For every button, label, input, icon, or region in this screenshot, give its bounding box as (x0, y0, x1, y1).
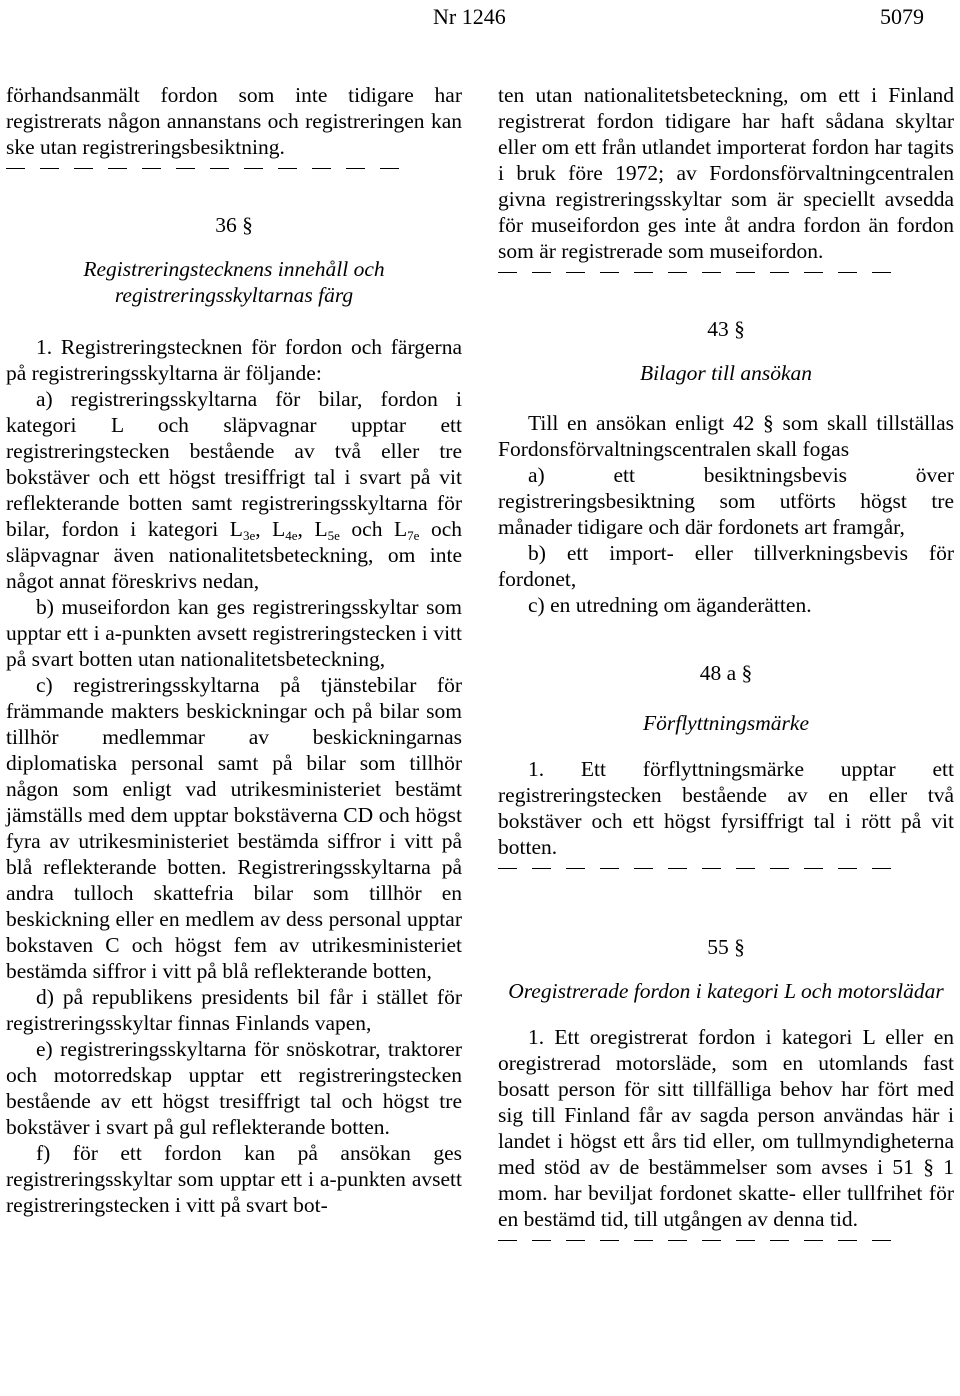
section-separator (498, 862, 954, 874)
section-55-number: 55 § (707, 935, 745, 959)
section-48a-paragraph-1: 1. Ett förflyttningsmärke upptar ett registreringstecken bestående av en eller två bokstäver och ett högst fyrsiffrigt tal i rött på vit botten. (498, 757, 954, 859)
item-f: f) för ett fordon kan på ansökan ges registreringsskyltar som upptar ett i a-punkten avsett registreringstecken i vitt på svart bot- (6, 1141, 462, 1217)
left-column (6, 82, 462, 1218)
section-43-item-b: b) ett import- eller tillverkningsbevis för fordonet, (498, 541, 954, 591)
item-b: b) museifordon kan ges registreringsskyltar som upptar ett i a-punkten avsett registreringstecken i vitt på svart botten utan nationalitetsbeteckning, (6, 595, 462, 671)
section-36-paragraph-1: 1. Registreringstecknen för fordon och färgerna på registreringsskyltarna är följande: (6, 335, 462, 385)
item-d: d) på republikens presidents bil får i stället för registreringsskyltar finnas Finlands vapen, (6, 985, 462, 1035)
section-48a-title: Förflyttningsmärke (642, 711, 809, 735)
section-43-title: Bilagor till ansökan (640, 361, 812, 385)
section-55-paragraph-1: 1. Ett oregistrerat fordon i kategori L eller en oregistrerad motorsläde, som en utomlands fast bosatt person för sitt tillfälliga behov har fört med sig till Finland får av sagda person användas här i landet i högst ett års tid eller, om tullmyndigheterna med stöd av de bestämmelser som avses i 51 § 1 mom. har beviljat fordonet skatte- eller tullfrihet för en bestämd tid, till utgången av denna tid. (498, 1025, 954, 1231)
section-55-title: Oregistrerade fordon i kategori L och motorslädar (508, 979, 944, 1003)
page-header (0, 0, 960, 30)
item-e: e) registreringsskyltarna för snöskotrar, traktorer och motorredskap upptar ett registreringstecken bestående av ett högst tresiffrigt tal och högst tre bokstäver i svart på gul reflekterande botten. (6, 1037, 462, 1139)
section-36-number: 36 § (215, 213, 253, 237)
item-c: c) registreringsskyltarna på tjänstebilar för främmande makters beskickningar och på bilar som tillhör medlemmar av beskickningarnas diplomatiska personal samt på bilar som tillhör någon som enligt vad utrikesministeriet bestämt jämställs med dem upptar bokstäverna CD och högst fyra av utrikesministeriet bestämda siffror i vitt på blå reflekterande botten. Registreringsskyltarna på andra tulloch skattefria bilar som tillhör en beskickning eller en medlem av dess personal upptar bokstaven C och högst fem av utrikesministeriet bestämda siffror i vitt på blå reflekterande botten, (6, 673, 462, 983)
section-36-title: Registreringstecknens innehåll och registreringsskyltarnas färg (83, 257, 385, 307)
section-43-item-a: a) ett besiktningsbevis över registreringsbesiktning som utförts högst tre månader tidigare och där fordonets art framgår, (498, 463, 954, 539)
section-separator (6, 162, 462, 174)
statute-number: Nr 1246 (433, 4, 506, 29)
section-48a-number: 48 a § (699, 661, 753, 685)
section-43-intro: Till en ansökan enligt 42 § som skall tillställas Fordonsförvaltningscentralen skall fogas (498, 411, 954, 461)
section-separator (498, 266, 954, 278)
section-43-number: 43 § (707, 317, 745, 341)
item-a: a) registreringsskyltarna för bilar, fordon i kategori L och släpvagnar upptar ett registreringstecken bestående av två eller tre bokstäver och ett högst tresiffrigt tal i svart på vit reflekterande botten samt registreringsskyltarna för bilar, fordon i kategori $L_{3e}$, $L_{4e}$, $L_{5e}$ och $L_{7e}$ och släpvagnar även nationalitetsbeteckning, om inte något annat föreskrivs nedan, (6, 387, 462, 593)
right-column (498, 82, 954, 1246)
page-number: 5079 (880, 4, 924, 29)
section-separator (498, 1234, 954, 1246)
section-43-item-c: c) en utredning om äganderätten. (528, 593, 812, 617)
intro-paragraph: förhandsanmält fordon som inte tidigare har registrerats någon annanstans och registreringen kan ske utan registreringsbesiktning. (6, 83, 462, 159)
continuation-paragraph: ten utan nationalitetsbeteckning, om ett i Finland registrerat fordon tidigare har haft sådana skyltar eller om ett från utlandet importerat fordon har tagits i bruk före 1972; av Fordonsförvaltningcentralen givna registreringsskyltar som är speciellt avsedda för museifordon ges inte åt andra fordon än fordon som är registrerade som museifordon. (498, 83, 954, 263)
